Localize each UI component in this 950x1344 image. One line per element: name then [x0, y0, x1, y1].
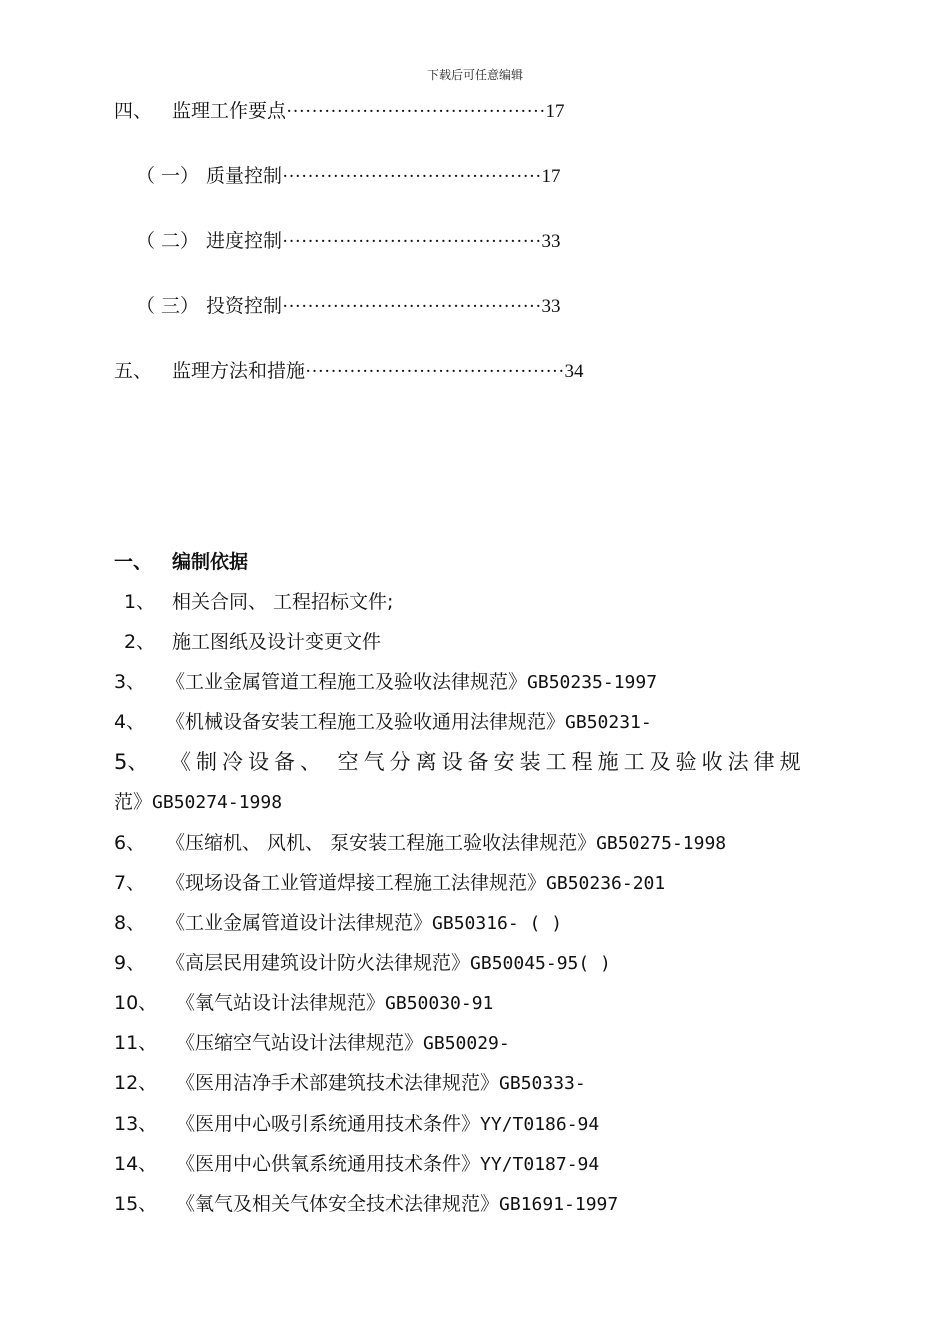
toc-leader-dots: ········································· [282, 296, 542, 317]
standard-code: YY/T0187-94 [480, 1154, 600, 1175]
section-title: 编制依据 [172, 551, 249, 573]
standard-code: YY/T0186-94 [480, 1114, 600, 1135]
toc-entry [136, 229, 560, 254]
list-item-text: 相关合同、 工程招标文件; [172, 591, 394, 613]
list-item [114, 951, 611, 976]
list-item-number: 7、 [114, 872, 146, 894]
list-item-continuation [114, 790, 282, 815]
toc-entry-number: 四、 [114, 100, 153, 122]
list-item-text: 《现场设备工业管道焊接工程施工法律规范》 [166, 872, 547, 894]
section-number: 一、 [114, 551, 153, 573]
list-item [114, 1112, 599, 1137]
toc-page-number: 33 [541, 231, 561, 252]
standard-code: GB50231- [565, 712, 652, 733]
list-item-text: 《医用中心供氧系统通用技术条件》 [176, 1153, 481, 1175]
standard-code: GB50030-91 [385, 993, 494, 1014]
list-item-text: 《压缩空气站设计法律规范》 [176, 1032, 424, 1054]
list-item [114, 871, 665, 896]
toc-entry-title: 投资控制 [206, 295, 283, 317]
toc-leader-dots: ········································· [282, 166, 542, 187]
list-item-number: 12、 [114, 1072, 158, 1094]
list-item-number: 2、 [124, 631, 156, 653]
list-item-text: 《医用中心吸引系统通用技术条件》 [176, 1113, 481, 1135]
list-item-text: 范》 [114, 791, 153, 813]
list-item-text: 《工业金属管道设计法律规范》 [166, 912, 433, 934]
list-item [114, 750, 836, 774]
list-item [114, 1031, 510, 1056]
list-item-number: 1、 [124, 591, 156, 613]
list-item [114, 670, 657, 695]
list-item-number: 14、 [114, 1153, 158, 1175]
toc-entry-number: 五、 [114, 360, 153, 382]
list-item-number: 6、 [114, 832, 146, 854]
list-item [114, 991, 493, 1016]
standard-code: GB50316- ( ) [432, 913, 563, 934]
standard-code: GB50235-1997 [527, 672, 658, 693]
list-item-text: 《氧气站设计法律规范》 [176, 992, 386, 1014]
toc-entry [136, 164, 560, 189]
list-item [124, 590, 393, 614]
standard-code: GB50029- [423, 1033, 510, 1054]
list-item-text: 《压缩机、 风机、 泵安装工程施工验收法律规范》 [166, 832, 597, 854]
list-item-text: 《工业金属管道工程施工及验收法律规范》 [166, 671, 528, 693]
toc-entry [114, 99, 564, 124]
list-item-number: 5、 [114, 750, 149, 774]
toc-leader-dots: ········································· [286, 101, 546, 122]
toc-leader-dots: ········································· [282, 231, 542, 252]
toc-entry-number: （ 三） [136, 295, 200, 317]
toc-entry-title: 监理工作要点 [172, 100, 287, 122]
standard-code: GB50236-201 [546, 873, 666, 894]
list-item [114, 911, 562, 936]
list-item [114, 1192, 618, 1217]
toc-entry-number: （ 二） [136, 230, 200, 252]
standard-code: GB50045-95( ) [470, 953, 611, 974]
standard-code: GB1691-1997 [499, 1194, 619, 1215]
toc-entry-title: 进度控制 [206, 230, 283, 252]
list-item-text: 《医用洁净手术部建筑技术法律规范》 [176, 1072, 500, 1094]
toc-page-number: 17 [545, 101, 565, 122]
list-item [114, 1152, 599, 1177]
list-item-number: 10、 [114, 992, 158, 1014]
toc-entry-title: 质量控制 [206, 165, 283, 187]
section-heading [114, 550, 248, 574]
standard-code: GB50275-1998 [596, 833, 727, 854]
toc-entry [114, 359, 583, 384]
list-item [124, 630, 381, 654]
toc-page-number: 17 [541, 166, 561, 187]
list-item [114, 831, 726, 856]
list-item-text: 施工图纸及设计变更文件 [172, 631, 382, 653]
list-item-text: 《氧气及相关气体安全技术法律规范》 [176, 1193, 500, 1215]
toc-page-number: 34 [564, 361, 584, 382]
list-item-text: 《制冷设备、 空气分离设备安装工程施工及验收法律规 [170, 750, 806, 774]
list-item-number: 4、 [114, 711, 146, 733]
page-header: 下载后可任意编辑 [426, 68, 523, 82]
list-item-text: 《机械设备安装工程施工及验收通用法律规范》 [166, 711, 566, 733]
list-item [114, 710, 652, 735]
list-item-number: 15、 [114, 1193, 158, 1215]
toc-entry [136, 294, 560, 319]
list-item-text: 《高层民用建筑设计防火法律规范》 [166, 952, 471, 974]
list-item-number: 8、 [114, 912, 146, 934]
standard-code: GB50274-1998 [152, 792, 283, 813]
toc-leader-dots: ········································· [305, 361, 565, 382]
standard-code: GB50333- [499, 1073, 586, 1094]
list-item-number: 3、 [114, 671, 146, 693]
list-item-number: 11、 [114, 1032, 158, 1054]
list-item-number: 13、 [114, 1113, 158, 1135]
list-item [114, 1071, 586, 1096]
toc-entry-number: （ 一） [136, 165, 200, 187]
list-item-number: 9、 [114, 952, 146, 974]
toc-page-number: 33 [541, 296, 561, 317]
toc-entry-title: 监理方法和措施 [172, 360, 306, 382]
